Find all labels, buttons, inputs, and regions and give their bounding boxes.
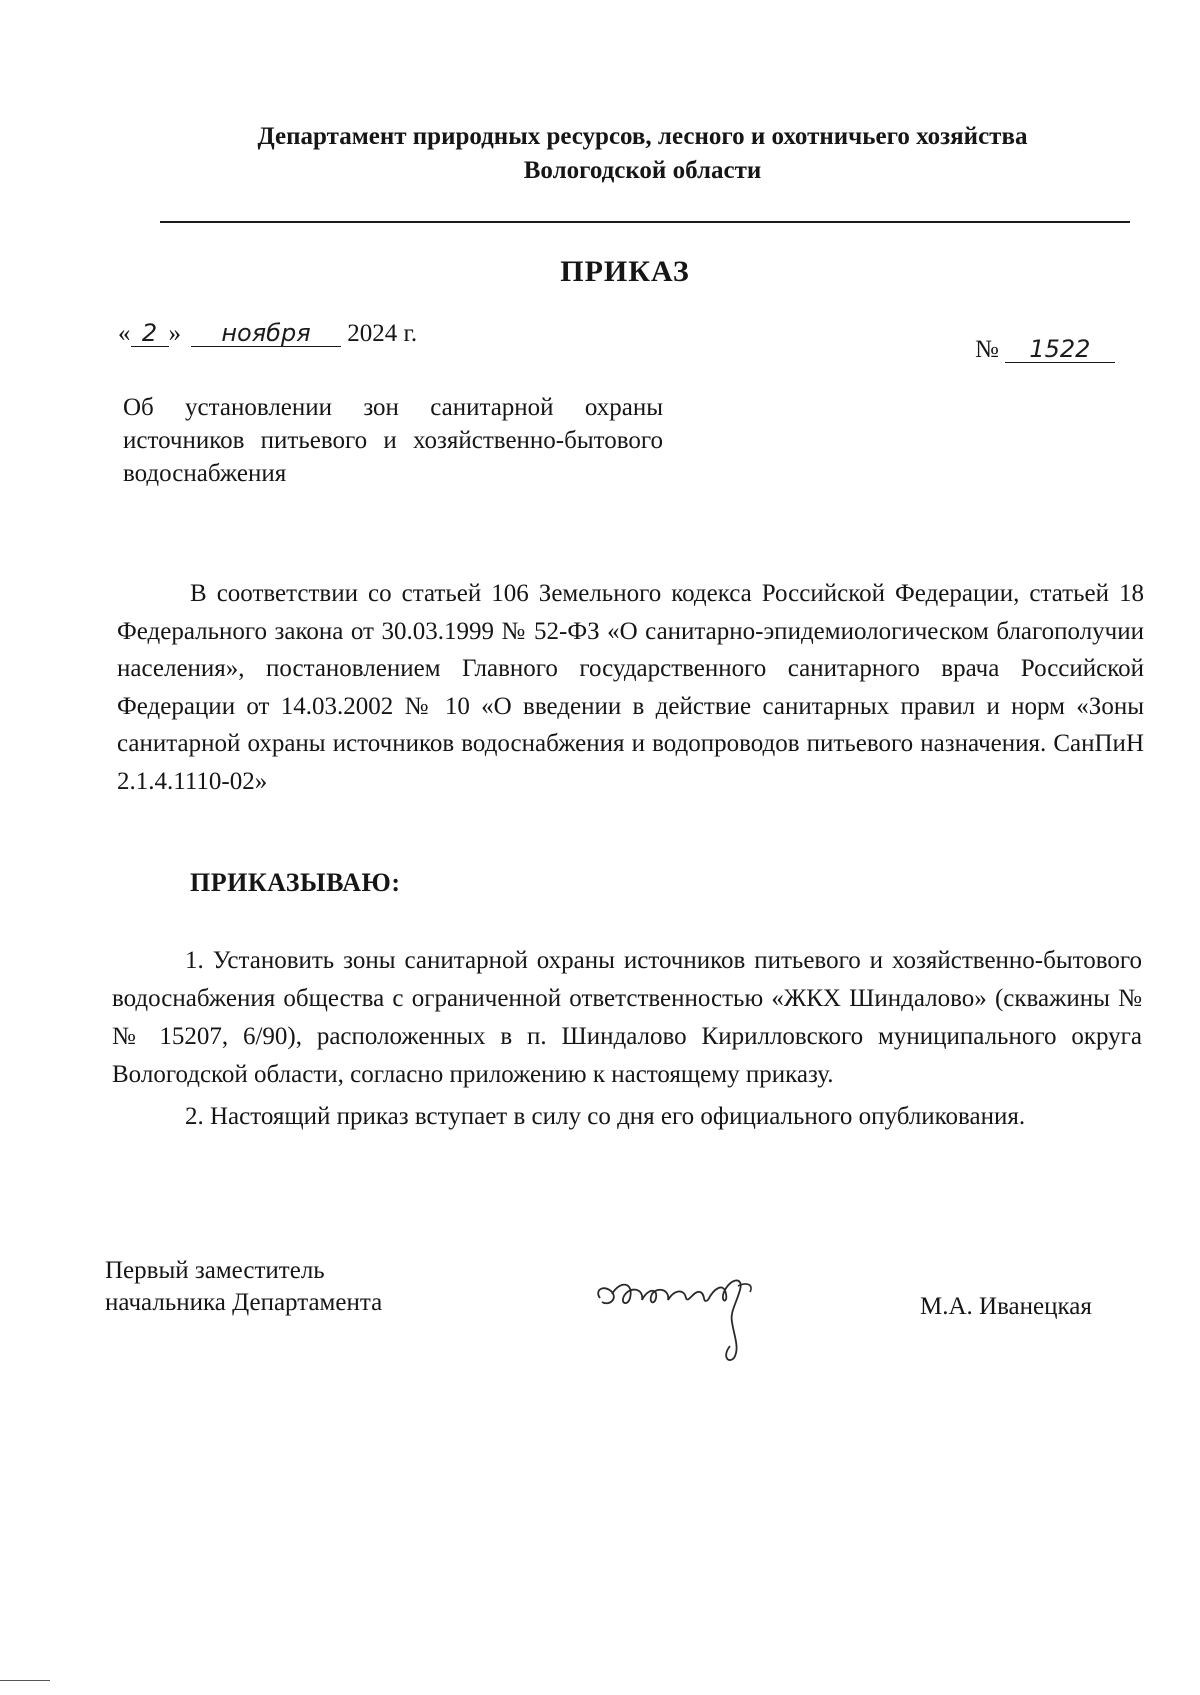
order-number: [975, 336, 1115, 364]
signer-name: М.А. Иванецкая: [920, 1293, 1092, 1320]
document-title: ПРИКАЗ: [560, 255, 690, 288]
date-day-handwritten: 2: [131, 320, 169, 347]
scan-edge-mark: [0, 1680, 50, 1681]
order-item-1: 1. Установить зоны санитарной охраны источников питьевого и хозяйственно-бытового водоснабжения общества с ограниченной ответственностью «ЖКХ Шиндалово» (скважины №№ 15207, 6/90), расположенных в п. Шиндалово Кирилловского муниципального округа Вологодской области, согласно приложению к настоящему приказу.: [112, 947, 1142, 1088]
signer-position: [105, 1255, 382, 1319]
order-item-2: 2. Настоящий приказ вступает в силу со дня его официального опубликования.: [185, 1103, 1026, 1130]
order-subject: Об установлении зон санитарной охраны источников питьевого и хозяйственно-бытового водоснабжения: [123, 394, 663, 487]
handwritten-signature: [590, 1260, 780, 1370]
date-month-handwritten: ноября: [191, 320, 341, 347]
signer-position-line2: начальника Департамента: [105, 1289, 383, 1316]
date-year: 2024 г.: [347, 320, 418, 347]
signer-position-line1: Первый заместитель: [105, 1257, 325, 1284]
date-open-quote: «: [118, 320, 131, 347]
header-divider: [160, 221, 1130, 223]
region-name: Вологодской области: [523, 157, 762, 184]
department-header: [150, 120, 1135, 188]
department-name: Департамент природных ресурсов, лесного и охотничьего хозяйства: [257, 123, 1028, 150]
number-label: №: [975, 336, 999, 363]
number-value-handwritten: 1522: [1005, 336, 1115, 363]
date-close-quote: »: [168, 320, 181, 347]
order-directive-heading: ПРИКАЗЫВАЮ:: [190, 868, 401, 897]
order-items: [112, 942, 1142, 1136]
legal-basis-paragraph: В соответствии со статьей 106 Земельного кодекса Российской Федерации, статьей 18 Федерального закона от 30.03.1999 № 52-ФЗ «О санитарно-эпидемиологическом благополучии населения», постановлением Главного государственного санитарного врача Российской Федерации от 14.03.2002 № 10 «О введении в действие санитарных правил и норм «Зоны санитарной охраны источников водоснабжения и водопроводов питьевого назначения. СанПиН 2.1.4.1110-02»: [117, 580, 1144, 795]
order-date: [118, 320, 417, 348]
